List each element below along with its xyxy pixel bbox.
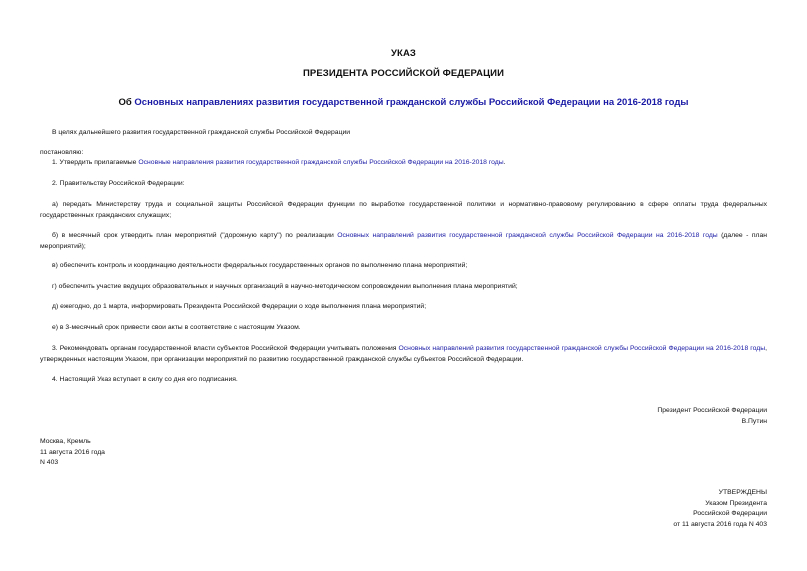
item-2g: г) обеспечить участие ведущих образовательных и научных организаций в научно-методическом сопровождении выполнения плана мероприятий; <box>52 283 518 290</box>
place: Москва, Кремль <box>40 438 91 445</box>
doc-subtitle: ПРЕЗИДЕНТА РОССИЙСКОЙ ФЕДЕРАЦИИ <box>302 68 505 79</box>
item-1-suffix: . <box>503 159 506 166</box>
signature-position: Президент Российской Федерации <box>657 407 767 414</box>
intro-paragraph: В целях дальнейшего развития государственной гражданской службы Российской Федерации <box>52 129 351 136</box>
item-2b-link[interactable]: Основных направлений развития государственной гражданской службы Российской Федерации на 2016-2018 годы <box>337 232 718 239</box>
item-3-link[interactable]: Основных направлений развития государственной гражданской службы Российской Федерации на 2016-2018 годы <box>398 345 766 352</box>
signature-block <box>657 406 767 427</box>
item-3-suffix: , утвержденных настоящим Указом, при организации мероприятий по развитию государственной гражданской службы субъектов Российской Федерации. <box>40 345 767 363</box>
item-2: 2. Правительству Российской Федерации: <box>52 180 185 187</box>
signature-name: В.Путин <box>741 417 767 425</box>
approval-line-2: Указом Президента <box>705 499 767 507</box>
approval-line-4: от 11 августа 2016 года N 403 <box>673 520 767 528</box>
item-2b-prefix: б) в месячный срок утвердить план мероприятий ("дорожную карту") по реализации <box>52 232 338 239</box>
subject-link[interactable]: Основных направлениях развития государственной гражданской службы Российской Федерации на 2016-2018 годы <box>134 97 689 108</box>
decree-word: постановляю: <box>40 149 84 156</box>
subject-prefix: Об <box>118 97 135 108</box>
item-2d: д) ежегодно, до 1 марта, информировать Президента Российской Федерации о ходе выполнения плана мероприятий; <box>52 303 427 310</box>
doc-subject <box>0 97 807 108</box>
approval-line-1: УТВЕРЖДЕНЫ <box>718 489 767 496</box>
item-3 <box>40 344 767 365</box>
item-2v: в) обеспечить контроль и координацию деятельности федеральных государственных органов по выполнению плана мероприятий; <box>52 262 468 269</box>
item-2b-suffix: (далее - план мероприятий); <box>40 232 767 250</box>
item-1 <box>40 158 767 169</box>
item-1-link[interactable]: Основные направления развития государственной гражданской службы Российской Федерации на 2016-2018 годы <box>138 159 504 166</box>
item-2e: е) в 3-месячный срок привести свои акты в соответствие с настоящим Указом. <box>52 324 301 331</box>
item-2a: а) передать Министерству труда и социальной защиты Российской Федерации функции по выработке государственной политики и нормативно-правовому регулированию в сфере оплаты труда федеральных государственных гражданских служащих; <box>40 201 767 219</box>
decree-number: N 403 <box>40 459 59 466</box>
place-date-block <box>40 437 105 469</box>
approval-line-3: Российской Федерации <box>693 510 767 517</box>
approval-block <box>673 488 767 530</box>
item-3-prefix: 3. Рекомендовать органам государственной власти субъектов Российской Федерации учитывать положения <box>52 345 399 352</box>
date: 11 августа 2016 года <box>40 448 105 456</box>
doc-title: УКАЗ <box>391 48 416 59</box>
item-1-prefix: 1. Утвердить прилагаемые <box>52 159 139 166</box>
item-4: 4. Настоящий Указ вступает в силу со дня его подписания. <box>52 376 238 383</box>
item-2b <box>40 231 767 252</box>
